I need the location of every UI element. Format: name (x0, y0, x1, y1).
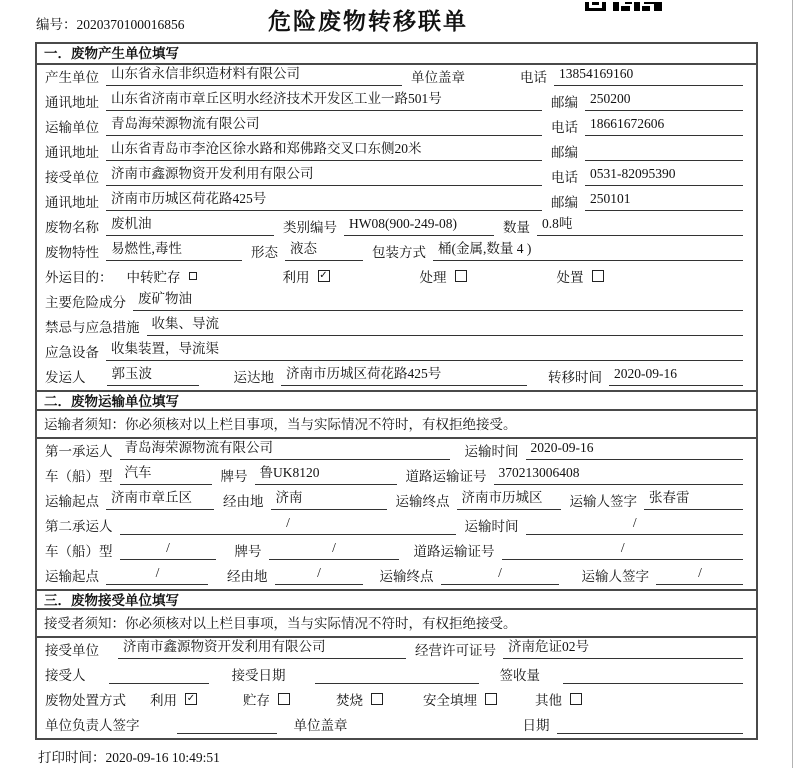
form-field: 废机油 (106, 212, 274, 236)
checkbox-icon (455, 270, 467, 282)
form-label: 经由地 (227, 569, 268, 584)
form-field: / (656, 565, 743, 585)
form-label: 日期 (522, 718, 550, 733)
spacer (285, 737, 293, 738)
form-field: 济南 (271, 486, 387, 510)
form-label: 牌号 (234, 544, 262, 559)
form-label: 电话 (551, 120, 578, 135)
section-3-header: 三．废物接受单位填写 (37, 589, 756, 610)
notice-text: 接受者须知：你必须核对以上栏目事项，当与实际情况不符时，有权拒绝接受。 (37, 610, 756, 638)
page-title: 危险废物转移联单 (268, 8, 468, 34)
form-label: 第一承运人 (45, 444, 113, 459)
spacer (535, 389, 547, 390)
form-field: 13854169160 (554, 66, 743, 86)
form-label: 接受人 (45, 668, 86, 683)
spacer (105, 662, 117, 663)
form-field: / (502, 540, 744, 560)
form-field (557, 730, 744, 734)
checkbox-checked-icon: ✓ (319, 270, 328, 281)
form-label: 运输人签字 (569, 494, 637, 509)
form-field: 易燃性,毒性 (106, 237, 242, 261)
doc-number-label: 编号： (36, 17, 77, 32)
form-label: 通讯地址 (45, 95, 99, 110)
form-label: 经由地 (223, 494, 264, 509)
form-label: 运输起点 (45, 569, 99, 584)
window-edge-divider (792, 0, 793, 768)
form-label: 废物名称 (45, 220, 99, 235)
form-field: 济南危证02号 (503, 635, 743, 659)
checkbox-checked-icon: ✓ (186, 693, 196, 704)
form-label: 运输起点 (45, 494, 99, 509)
form-field (563, 680, 743, 684)
checkbox-label: 焚烧 (336, 693, 363, 708)
spacer (216, 588, 226, 589)
form-row (37, 514, 756, 539)
form-label: 运输终点 (395, 494, 450, 509)
form-field: 桶(金属,数量 4 ) (433, 237, 743, 261)
form-row (37, 713, 756, 738)
form-label: 运输时间 (464, 444, 519, 459)
checkbox-icon (189, 272, 197, 280)
spacer (487, 687, 499, 688)
form-row (37, 688, 756, 713)
form-label: 外运目的： (45, 270, 113, 285)
form-field: 鲁UK8120 (255, 461, 397, 485)
form-label: 接受日期 (231, 668, 286, 683)
form-label: 邮编 (551, 195, 578, 210)
form-label: 道路运输证号 (405, 469, 487, 484)
form-field: 青岛海荣源物流有限公司 (120, 436, 450, 460)
checkbox-icon (278, 693, 290, 705)
form-field: 收集、导流 (147, 312, 744, 336)
form-field: 液态 (285, 237, 363, 261)
form-field: / (120, 540, 216, 560)
form-label: 类别编号 (283, 220, 337, 235)
checkbox-icon (371, 693, 383, 705)
qr-code-fragment (585, 0, 663, 16)
form-field: 济南市鑫源物资开发利用有限公司 (118, 635, 406, 659)
form-field (585, 157, 743, 161)
section-2-header: 二．废物运输单位填写 (37, 390, 756, 411)
form-field (315, 680, 479, 684)
form-field: 0.8吨 (537, 212, 743, 236)
form-row (37, 564, 756, 589)
form-label: 包装方式 (372, 245, 426, 260)
form-label: 形态 (251, 245, 278, 260)
form-field (109, 680, 209, 684)
form-label: 道路运输证号 (413, 544, 495, 559)
form-field (177, 730, 277, 734)
spacer (567, 588, 581, 589)
checkbox-label: 利用 (282, 270, 310, 285)
spacer (292, 687, 314, 688)
form-field: 汽车 (120, 461, 212, 485)
checkbox-label: 中转贮存 (126, 270, 181, 285)
print-time (38, 746, 220, 766)
form-label: 邮编 (551, 95, 578, 110)
form-label: 运输时间 (464, 519, 519, 534)
form-label: 转移时间 (548, 370, 602, 385)
form-field: HW08(900-249-08) (344, 216, 494, 236)
form-field: / (441, 565, 559, 585)
form-label: 运输人签字 (581, 569, 649, 584)
checkbox-icon (592, 270, 604, 282)
form-field: 山东省永信非织造材料有限公司 (106, 62, 402, 86)
form-row (37, 638, 756, 663)
form-field: 郭玉波 (107, 362, 199, 386)
form-row (37, 539, 756, 564)
form-label: 通讯地址 (45, 195, 99, 210)
form-row (37, 489, 756, 514)
form-field: / (120, 515, 456, 535)
spacer (383, 712, 423, 713)
spacer (207, 389, 233, 390)
form-label: 禁忌与应急措施 (45, 320, 140, 335)
spacer (132, 712, 150, 713)
checkbox-label: 利用 (150, 693, 177, 708)
form-label: 接受单位 (45, 643, 99, 658)
spacer (92, 687, 108, 688)
spacer (146, 737, 176, 738)
form-field: 370213006408 (494, 465, 744, 485)
checkbox-label: 处置 (556, 270, 584, 285)
spacer (92, 389, 106, 390)
doc-number-value: 2020370100016856 (76, 17, 185, 32)
print-time-label: 打印时间： (38, 750, 106, 765)
spacer (290, 712, 336, 713)
spacer (224, 563, 234, 564)
form-field: 废矿物油 (133, 287, 743, 311)
form-field: / (275, 565, 363, 585)
form-label: 经营许可证号 (415, 643, 496, 658)
form-field: / (106, 565, 208, 585)
section-2 (37, 390, 756, 589)
checkbox-group (336, 689, 383, 713)
form-field: 山东省济南市章丘区明水经济技术开发区工业一路501号 (106, 87, 542, 111)
checkbox-label: 贮存 (243, 693, 270, 708)
form-label: 单位负责人签字 (45, 718, 140, 733)
form-label: 第二承运人 (45, 519, 113, 534)
spacer (197, 712, 243, 713)
checkbox-icon (485, 693, 497, 705)
form-label: 通讯地址 (45, 145, 99, 160)
form-label: 运输单位 (45, 120, 99, 135)
form-label: 单位盖章 (411, 70, 465, 85)
checkbox-label: 其他 (535, 693, 562, 708)
form-field: 0531-82095390 (585, 166, 743, 186)
spacer (119, 289, 127, 290)
form-row (37, 663, 756, 688)
spacer (497, 712, 535, 713)
section-3 (37, 589, 756, 738)
form-label: 产生单位 (45, 70, 99, 85)
spacer (546, 687, 562, 688)
form-table (35, 42, 758, 740)
form-field: / (269, 540, 399, 560)
checkbox-group (535, 689, 582, 713)
print-time-value: 2020-09-16 10:49:51 (105, 750, 220, 765)
form-label: 牌号 (220, 469, 248, 484)
form-label: 数量 (503, 220, 530, 235)
form-label: 应急设备 (45, 345, 99, 360)
form-field: 济南市历城区荷花路425号 (281, 362, 527, 386)
checkbox-group (243, 689, 290, 713)
form-field: 250200 (585, 91, 743, 111)
form-row (37, 365, 756, 390)
spacer (371, 588, 379, 589)
checkbox-group (423, 689, 497, 713)
form-field: 青岛海荣源物流有限公司 (106, 112, 542, 136)
form-label: 运输终点 (379, 569, 434, 584)
form-label: 签收量 (499, 668, 540, 683)
form-label: 车（船）型 (45, 469, 113, 484)
form-label: 接受单位 (45, 170, 99, 185)
form-label: 电话 (551, 170, 578, 185)
form-field: 收集装置，导流渠 (106, 337, 743, 361)
form-field: 张春雷 (644, 486, 743, 510)
checkbox-group (150, 689, 197, 713)
form-field: 250101 (585, 191, 743, 211)
form-field: 济南市章丘区 (106, 486, 214, 510)
section-1 (37, 44, 756, 390)
form-label: 邮编 (551, 145, 578, 160)
form-field: 18661672606 (585, 116, 743, 136)
form-field: 济南市历城区 (457, 486, 561, 510)
checkbox-label: 处理 (419, 270, 447, 285)
form-label: 电话 (520, 70, 547, 85)
form-field: / (526, 515, 744, 535)
form-field: 济南市历城区荷花路425号 (106, 187, 542, 211)
spacer (354, 737, 522, 738)
form-label: 废物特性 (45, 245, 99, 260)
form-field: 济南市鑫源物资开发利用有限公司 (106, 162, 542, 186)
form-label: 单位盖章 (293, 718, 348, 733)
form-label: 发运人 (45, 370, 86, 385)
form-field: 山东省青岛市李沧区徐水路和郑佛路交叉口东侧20米 (106, 137, 542, 161)
form-label: 主要危险成分 (45, 295, 126, 310)
form-field: 2020-09-16 (609, 366, 743, 386)
form-label: 车（船）型 (45, 544, 113, 559)
page-header (0, 0, 796, 40)
form-row (37, 240, 756, 265)
spacer (217, 687, 231, 688)
notice-text: 运输者须知：你必须核对以上栏目事项，当与实际情况不符时，有权拒绝接受。 (37, 411, 756, 439)
form-label: 废物处置方式 (45, 693, 126, 708)
form-field: 2020-09-16 (526, 440, 744, 460)
checkbox-icon (570, 693, 582, 705)
form-label: 运达地 (233, 370, 274, 385)
section-1-header: 一．废物产生单位填写 (37, 44, 756, 65)
checkbox-label: 安全填埋 (423, 693, 477, 708)
